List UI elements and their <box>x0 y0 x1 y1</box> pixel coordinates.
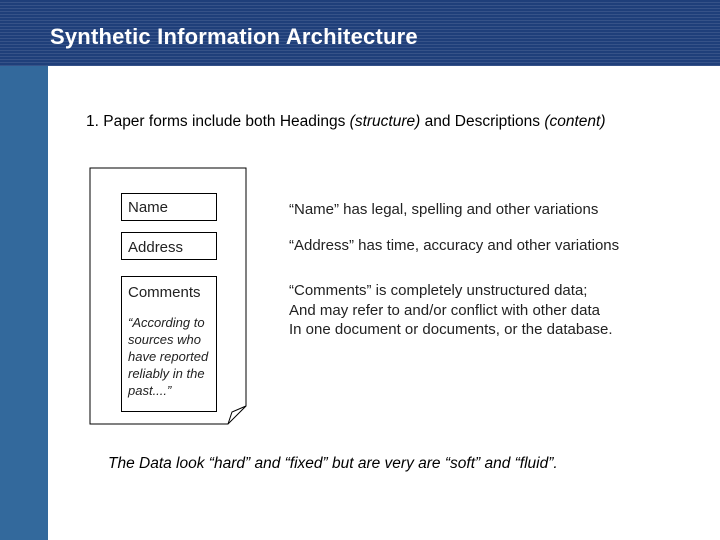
comments-description-line: And may refer to and/or conflict with other data <box>289 301 600 319</box>
comments-description <box>289 281 613 340</box>
name-field-label: Name <box>121 193 217 221</box>
address-field-label: Address <box>121 232 217 260</box>
comments-field <box>121 276 217 412</box>
address-description: “Address” has time, accuracy and other variations <box>289 237 620 254</box>
heading-content: (content) <box>544 113 606 130</box>
name-description: “Name” has legal, spelling and other variations <box>289 201 599 218</box>
comments-description-line: In one document or documents, or the database. <box>289 321 613 338</box>
heading-middle: and Descriptions <box>420 113 545 130</box>
comments-description-line: “Comments” is completely unstructured data; <box>289 282 588 299</box>
footer-statement: The Data look “hard” and “fixed” but are very are “soft” and “fluid”. <box>108 455 558 472</box>
comments-field-label: Comments <box>128 284 201 301</box>
slide-title: Synthetic Information Architecture <box>50 24 418 49</box>
heading-structure: (structure) <box>349 113 421 130</box>
comments-quote: “According to sources who have reported reliably in the past....” <box>128 315 209 398</box>
heading-prefix: 1. Paper forms include both Headings <box>86 113 350 130</box>
